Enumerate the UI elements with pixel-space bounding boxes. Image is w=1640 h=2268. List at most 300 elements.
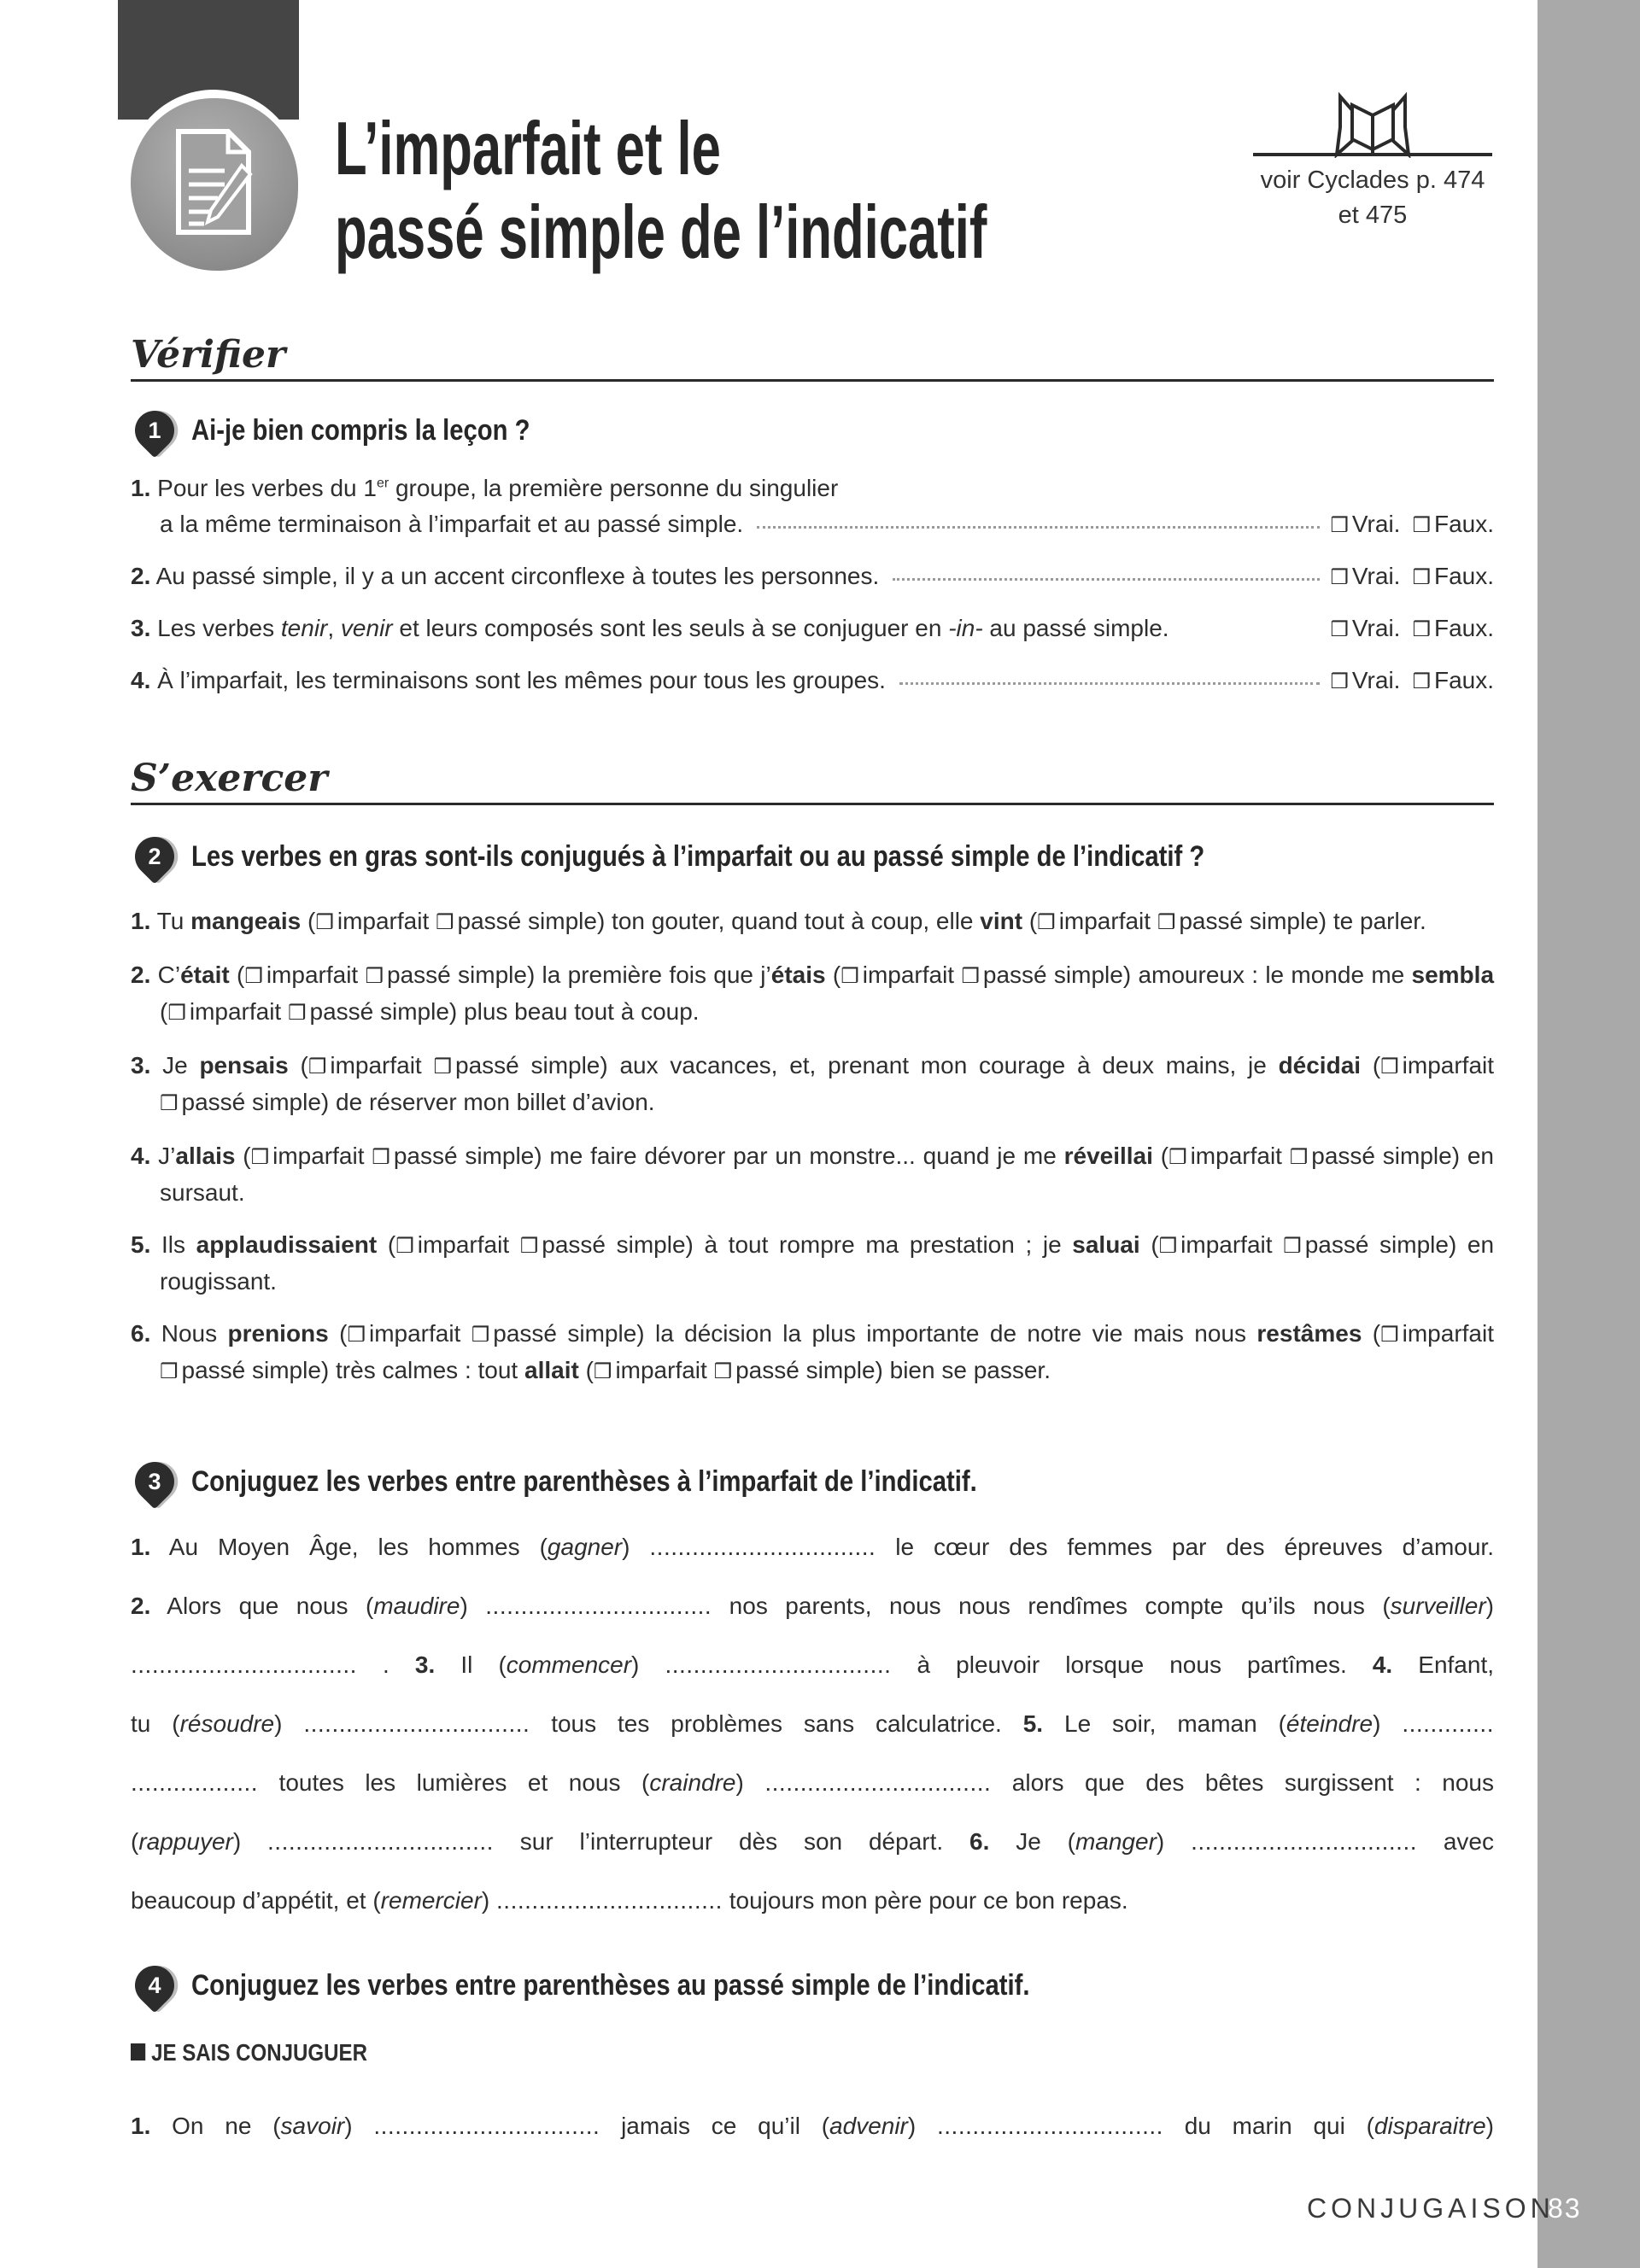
option-label: imparfait bbox=[417, 1231, 510, 1258]
text-run bbox=[230, 962, 237, 988]
exercise-title: Conjuguez les verbes entre parenthèses au passé simple de l’indicatif. bbox=[191, 1968, 1030, 2002]
item-number: 5. bbox=[1022, 1710, 1044, 1737]
choice-group bbox=[301, 1052, 608, 1078]
text-run: commencer bbox=[506, 1651, 632, 1678]
item-number: 1. bbox=[131, 908, 151, 934]
option-label: passé simple bbox=[982, 962, 1123, 988]
option-label: passé simple bbox=[735, 1357, 876, 1383]
text-run: de réserver mon billet d’avion. bbox=[329, 1089, 655, 1115]
text-run: ) bbox=[481, 1887, 497, 1914]
paren: ( bbox=[1028, 908, 1038, 934]
item-text: -in- bbox=[948, 615, 983, 641]
paren: ( bbox=[1372, 1052, 1381, 1078]
paren: ) bbox=[685, 1231, 694, 1258]
text-run: . bbox=[356, 1651, 415, 1678]
option-label: Vrai. bbox=[1351, 667, 1401, 693]
answer-blank[interactable]: ................................ bbox=[937, 2113, 1163, 2139]
item-text: au passé simple. bbox=[982, 615, 1169, 641]
text-run: craindre bbox=[649, 1769, 736, 1796]
item-number: 6. bbox=[969, 1828, 990, 1855]
exercise-3-heading bbox=[131, 1458, 1104, 1505]
text-run: ) bbox=[1156, 1828, 1192, 1855]
answer-blank[interactable]: ................................ bbox=[485, 1593, 712, 1619]
text-run: Je ( bbox=[989, 1828, 1075, 1855]
exercise-number-badge bbox=[126, 828, 182, 884]
text-run: maudire bbox=[373, 1593, 460, 1619]
checkbox-icon: ❒ bbox=[1412, 617, 1431, 641]
question-2 bbox=[131, 563, 1494, 615]
checkbox-icon: ❒ bbox=[372, 1145, 390, 1169]
text-run bbox=[1153, 1143, 1161, 1169]
text-line bbox=[131, 1884, 1494, 1943]
text-run: était bbox=[180, 962, 230, 988]
item-number: 3. bbox=[131, 615, 151, 641]
text-run bbox=[1140, 1231, 1151, 1258]
checkbox-icon: ❒ bbox=[1412, 669, 1431, 693]
choice-option-passe-simple[interactable] bbox=[364, 1143, 534, 1169]
option-label: passé simple bbox=[181, 1357, 321, 1383]
answer-blank[interactable]: ................................ bbox=[267, 1828, 494, 1855]
text-run bbox=[579, 1357, 586, 1383]
checkbox-icon: ❒ bbox=[713, 1359, 733, 1383]
option-label: passé simple bbox=[1304, 1231, 1449, 1258]
text-run: J’ bbox=[150, 1143, 176, 1169]
faux-checkbox[interactable] bbox=[1412, 615, 1494, 641]
item-text: venir bbox=[340, 615, 393, 641]
paren: ( bbox=[308, 908, 316, 934]
exercise-number: 1 bbox=[148, 417, 161, 443]
text-line bbox=[131, 1589, 1494, 1648]
reference-line-1: voir Cyclades p. 474 bbox=[1260, 167, 1485, 194]
checkbox-icon: ❒ bbox=[250, 1145, 270, 1169]
faux-checkbox[interactable] bbox=[1412, 511, 1494, 537]
text-run: plus beau tout à coup. bbox=[457, 998, 700, 1025]
choice-group bbox=[1029, 908, 1327, 934]
item-number: 2. bbox=[131, 1593, 151, 1619]
exercise-number: 4 bbox=[148, 1972, 161, 1998]
item-number: 3. bbox=[414, 1651, 436, 1678]
choice-option-imparfait[interactable] bbox=[1380, 1052, 1494, 1078]
text-run: restâmes bbox=[1256, 1320, 1362, 1347]
text-run: applaudissaient bbox=[196, 1231, 378, 1258]
text-run: surveiller bbox=[1390, 1593, 1486, 1619]
choice-option-imparfait[interactable] bbox=[315, 908, 429, 934]
text-run: prenions bbox=[227, 1320, 329, 1347]
checkbox-icon: ❒ bbox=[436, 910, 454, 934]
option-label: imparfait bbox=[1190, 1143, 1282, 1169]
option-label: Vrai. bbox=[1351, 615, 1401, 641]
option-label: Faux. bbox=[1433, 667, 1494, 693]
paren: ) bbox=[1318, 908, 1327, 934]
reference-note bbox=[1249, 90, 1496, 233]
text-run: Enfant, bbox=[1392, 1651, 1495, 1678]
checkbox-icon: ❒ bbox=[347, 1323, 366, 1347]
paren: ( bbox=[339, 1320, 348, 1347]
paren: ) bbox=[448, 998, 458, 1025]
checkbox-icon: ❒ bbox=[1283, 1234, 1302, 1258]
option-label: passé simple bbox=[457, 908, 597, 934]
text-run: avec bbox=[1417, 1828, 1494, 1855]
paren: ) bbox=[636, 1320, 645, 1347]
choice-option-imparfait[interactable] bbox=[251, 1143, 365, 1169]
section-heading-practice: S’exercer bbox=[131, 755, 1494, 805]
text-run: te parler. bbox=[1327, 908, 1426, 934]
reading-book-icon bbox=[1251, 90, 1494, 158]
choice-option-imparfait[interactable] bbox=[1380, 1320, 1494, 1347]
checkbox-icon: ❒ bbox=[1412, 565, 1431, 589]
option-label: imparfait bbox=[1402, 1052, 1495, 1078]
checkbox-icon: ❒ bbox=[1330, 617, 1349, 641]
text-run: Ils bbox=[150, 1231, 196, 1258]
item-text: À l’imparfait, les terminaisons sont les mêmes pour tous les groupes. bbox=[157, 667, 886, 693]
option-label: imparfait bbox=[1402, 1320, 1494, 1347]
text-run: toutes les lumières et nous ( bbox=[258, 1769, 650, 1796]
paren: ( bbox=[1160, 1143, 1169, 1169]
exercise-number-badge bbox=[126, 1957, 182, 2013]
exercise-1-items bbox=[131, 475, 1494, 719]
choice-group bbox=[1151, 1231, 1456, 1258]
text-line bbox=[131, 1825, 1494, 1884]
option-label: passé simple bbox=[542, 1231, 686, 1258]
text-run: allais bbox=[175, 1143, 236, 1169]
text-run: à pleuvoir lorsque nous partîmes. bbox=[891, 1651, 1373, 1678]
subheading-text: JE SAIS CONJUGUER bbox=[151, 2039, 367, 2066]
answer-blank[interactable]: .................. bbox=[131, 1769, 259, 1796]
text-run bbox=[1362, 1320, 1372, 1347]
question-3 bbox=[131, 615, 1494, 667]
item-number: 6. bbox=[131, 1320, 151, 1347]
choice-option-passe-simple[interactable] bbox=[160, 1357, 321, 1383]
item-number: 2. bbox=[131, 962, 151, 988]
text-run: ton gouter, quand tout à coup, elle bbox=[605, 908, 981, 934]
item-number: 4. bbox=[131, 1143, 151, 1169]
text-run: résoudre bbox=[179, 1710, 275, 1737]
option-label: passé simple bbox=[1311, 1143, 1452, 1169]
option-label: passé simple bbox=[493, 1320, 637, 1347]
text-run: tu ( bbox=[131, 1710, 180, 1737]
text-run: ( bbox=[131, 1828, 139, 1855]
exercise-title: Conjuguez les verbes entre parenthèses à l’imparfait de l’indicatif. bbox=[191, 1464, 977, 1498]
checkbox-icon: ❒ bbox=[1330, 669, 1349, 693]
choice-group bbox=[833, 962, 1131, 988]
item-text: , bbox=[327, 615, 341, 641]
page-number: 83 bbox=[1548, 2193, 1582, 2224]
text-run: très calmes : tout bbox=[329, 1357, 524, 1383]
text-run: du marin qui ( bbox=[1163, 2113, 1374, 2139]
option-label: imparfait bbox=[615, 1357, 707, 1383]
choice-option-passe-simple[interactable] bbox=[707, 1357, 876, 1383]
list-item bbox=[131, 903, 1494, 940]
exercise-title: Les verbes en gras sont-ils conjugués à l’imparfait ou au passé simple de l’indicatif ? bbox=[191, 839, 1205, 873]
text-run: amoureux : le monde me bbox=[1131, 962, 1412, 988]
text-run: gagner bbox=[547, 1534, 623, 1560]
choice-group bbox=[586, 1357, 883, 1383]
item-number: 1. bbox=[131, 475, 151, 501]
exercise-number-badge bbox=[126, 1453, 182, 1509]
text-run: ) bbox=[622, 1534, 650, 1560]
paren: ( bbox=[832, 962, 841, 988]
choice-option-imparfait[interactable] bbox=[594, 1357, 707, 1383]
list-item bbox=[131, 1048, 1494, 1121]
item-number: 1. bbox=[131, 1534, 151, 1560]
exercise-title: Ai-je bien compris la leçon ? bbox=[191, 413, 530, 447]
choice-group bbox=[243, 1143, 542, 1169]
vrai-checkbox[interactable] bbox=[1330, 667, 1400, 693]
choice-group bbox=[388, 1231, 694, 1258]
checkbox-icon: ❒ bbox=[433, 1055, 452, 1078]
vrai-checkbox[interactable] bbox=[1330, 563, 1400, 589]
paren: ( bbox=[585, 1357, 594, 1383]
exercise-number: 2 bbox=[148, 843, 161, 869]
checkbox-icon: ❒ bbox=[1157, 910, 1176, 934]
question-1-line-1 bbox=[131, 475, 1494, 511]
item-number: 3. bbox=[131, 1052, 151, 1078]
square-bullet-icon bbox=[131, 2043, 145, 2060]
option-label: imparfait bbox=[862, 962, 955, 988]
choice-option-imparfait[interactable] bbox=[347, 1320, 460, 1347]
text-run: réveillai bbox=[1063, 1143, 1153, 1169]
choice-option-passe-simple[interactable] bbox=[509, 1231, 685, 1258]
paren: ) bbox=[875, 1357, 883, 1383]
text-run: pensais bbox=[199, 1052, 289, 1078]
checkbox-icon: ❒ bbox=[519, 1234, 539, 1258]
choice-option-passe-simple[interactable] bbox=[429, 908, 597, 934]
checkbox-icon: ❒ bbox=[1289, 1145, 1309, 1169]
answer-blank[interactable]: ................................ bbox=[1191, 1828, 1417, 1855]
text-run: Au Moyen Âge, les hommes ( bbox=[150, 1534, 548, 1560]
choice-option-imparfait[interactable] bbox=[395, 1231, 509, 1258]
paren: ) bbox=[596, 908, 606, 934]
answer-blank[interactable]: ................................ bbox=[665, 1651, 892, 1678]
text-run: Il ( bbox=[435, 1651, 507, 1678]
text-run: éteindre bbox=[1286, 1710, 1374, 1737]
text-run: toujours mon père pour ce bon repas. bbox=[722, 1887, 1128, 1914]
paren: ) bbox=[1122, 962, 1132, 988]
paren: ) bbox=[320, 1357, 330, 1383]
text-line bbox=[131, 1648, 1494, 1707]
text-run: ) bbox=[1373, 1710, 1403, 1737]
text-run bbox=[329, 1320, 339, 1347]
checkbox-icon: ❒ bbox=[365, 964, 384, 988]
vrai-checkbox[interactable] bbox=[1330, 511, 1400, 537]
choice-option-passe-simple[interactable] bbox=[460, 1320, 636, 1347]
item-number: 2. bbox=[131, 563, 151, 589]
text-run: nos parents, nous nous rendîmes compte qu’ils nous ( bbox=[712, 1593, 1391, 1619]
text-run: jamais ce qu’il ( bbox=[600, 2113, 830, 2139]
choice-option-passe-simple[interactable] bbox=[358, 962, 527, 988]
choice-option-imparfait[interactable] bbox=[1159, 1231, 1273, 1258]
text-run bbox=[1361, 1052, 1373, 1078]
text-run: la première fois que j’ bbox=[535, 962, 771, 988]
text-run: ) bbox=[735, 1769, 765, 1796]
true-false-options bbox=[1330, 563, 1494, 590]
option-label: imparfait bbox=[266, 962, 359, 988]
answer-blank[interactable]: ................................ bbox=[764, 1769, 992, 1796]
choice-option-imparfait[interactable] bbox=[244, 962, 358, 988]
choice-option-passe-simple[interactable] bbox=[422, 1052, 600, 1078]
choice-option-imparfait[interactable] bbox=[308, 1052, 422, 1078]
exercise-number-badge bbox=[126, 402, 182, 458]
text-run: ) bbox=[907, 2113, 937, 2139]
text-line bbox=[131, 2109, 1494, 2168]
paren: ) bbox=[1448, 1231, 1457, 1258]
option-label: imparfait bbox=[272, 1143, 365, 1169]
checkbox-icon: ❒ bbox=[395, 1234, 414, 1258]
choice-option-passe-simple[interactable] bbox=[954, 962, 1123, 988]
faux-checkbox[interactable] bbox=[1412, 563, 1494, 589]
checkbox-icon: ❒ bbox=[1168, 1145, 1187, 1169]
choice-group bbox=[237, 962, 535, 988]
paren: ( bbox=[160, 998, 168, 1025]
item-number: 4. bbox=[1372, 1651, 1393, 1678]
choice-option-passe-simple[interactable] bbox=[1282, 1143, 1452, 1169]
exercise-3-text bbox=[131, 1530, 1494, 1943]
paren: ) bbox=[534, 1143, 542, 1169]
answer-blank[interactable]: ................................ bbox=[303, 1710, 530, 1737]
true-false-options bbox=[1330, 667, 1494, 694]
answer-blank[interactable]: ............. bbox=[1402, 1710, 1494, 1737]
option-label: imparfait bbox=[337, 908, 430, 934]
text-run bbox=[1022, 908, 1029, 934]
item-number: 4. bbox=[131, 667, 151, 693]
choice-option-imparfait[interactable] bbox=[840, 962, 954, 988]
list-item bbox=[131, 957, 1494, 1031]
text-run: me faire dévorer par un monstre... quand je me bbox=[542, 1143, 1064, 1169]
text-run: ) bbox=[1485, 2113, 1494, 2139]
text-run bbox=[235, 1143, 243, 1169]
text-run: bien se passer. bbox=[882, 1357, 1051, 1383]
subheading bbox=[131, 2039, 367, 2066]
list-item bbox=[131, 1227, 1494, 1299]
dotted-leader bbox=[893, 578, 1320, 581]
text-line bbox=[131, 1707, 1494, 1766]
choice-option-passe-simple[interactable] bbox=[1273, 1231, 1449, 1258]
answer-blank[interactable]: ................................ bbox=[373, 2113, 600, 2139]
text-run: vint bbox=[980, 908, 1023, 934]
choice-option-passe-simple[interactable] bbox=[1151, 908, 1319, 934]
option-label: passé simple bbox=[181, 1089, 321, 1115]
checkbox-icon: ❒ bbox=[315, 910, 334, 934]
answer-blank[interactable]: ................................ bbox=[496, 1887, 723, 1914]
text-run: en sursaut. bbox=[160, 1143, 1494, 1206]
section-heading-verify: Vérifier bbox=[131, 331, 1494, 382]
option-label: passé simple bbox=[1179, 908, 1319, 934]
choice-option-imparfait[interactable] bbox=[167, 998, 281, 1025]
true-false-options bbox=[1330, 615, 1494, 642]
checkbox-icon: ❒ bbox=[308, 1055, 327, 1078]
text-run bbox=[826, 962, 833, 988]
checkbox-icon: ❒ bbox=[961, 964, 980, 988]
text-run: aux vacances, et, prenant mon courage à deux mains, je bbox=[607, 1052, 1279, 1078]
paren: ( bbox=[1372, 1320, 1381, 1347]
text-run bbox=[301, 908, 308, 934]
text-run: ) bbox=[460, 1593, 486, 1619]
exercise-number: 3 bbox=[148, 1468, 161, 1494]
option-label: passé simple bbox=[309, 998, 449, 1025]
paren: ) bbox=[600, 1052, 608, 1078]
choice-option-passe-simple[interactable] bbox=[160, 1089, 321, 1115]
text-run: On ne ( bbox=[150, 2113, 281, 2139]
paren: ( bbox=[387, 1231, 396, 1258]
paren: ( bbox=[1151, 1231, 1159, 1258]
checkbox-icon: ❒ bbox=[1158, 1234, 1178, 1258]
option-label: Faux. bbox=[1433, 615, 1494, 641]
text-run: Alors que nous ( bbox=[150, 1593, 374, 1619]
text-run: manger bbox=[1075, 1828, 1157, 1855]
reference-line-2: et 475 bbox=[1338, 202, 1408, 229]
text-run: ) bbox=[344, 2113, 374, 2139]
faux-checkbox[interactable] bbox=[1412, 667, 1494, 693]
text-run: ) bbox=[631, 1651, 665, 1678]
text-run: le cœur des femmes par des épreuves d’amour. bbox=[876, 1534, 1494, 1560]
answer-blank[interactable]: ................................ bbox=[131, 1651, 357, 1678]
text-run: Je bbox=[150, 1052, 200, 1078]
item-number: 1. bbox=[131, 2113, 151, 2139]
list-item bbox=[131, 1138, 1494, 1210]
text-run: sur l’interrupteur dès son départ. bbox=[493, 1828, 969, 1855]
choice-group bbox=[308, 908, 605, 934]
text-run: à tout rompre ma prestation ; je bbox=[693, 1231, 1073, 1258]
checkbox-icon: ❒ bbox=[840, 964, 859, 988]
option-label: passé simple bbox=[393, 1143, 535, 1169]
item-text: groupe, la première personne du singulier bbox=[389, 475, 839, 501]
choice-group bbox=[160, 998, 457, 1025]
text-run: advenir bbox=[829, 2113, 908, 2139]
option-label: Faux. bbox=[1433, 563, 1494, 589]
text-run: rappuyer bbox=[138, 1828, 233, 1855]
checkbox-icon: ❒ bbox=[1380, 1323, 1399, 1347]
text-run: la décision la plus importante de notre vie mais nous bbox=[644, 1320, 1257, 1347]
checkbox-icon: ❒ bbox=[244, 964, 263, 988]
option-label: passé simple bbox=[455, 1052, 600, 1078]
question-4 bbox=[131, 667, 1494, 719]
option-label: imparfait bbox=[368, 1320, 461, 1347]
answer-blank[interactable]: ................................ bbox=[649, 1534, 876, 1560]
option-label: imparfait bbox=[1180, 1231, 1273, 1258]
checkbox-icon: ❒ bbox=[593, 1359, 612, 1383]
superscript: er bbox=[376, 476, 390, 491]
page-title bbox=[335, 107, 987, 274]
option-label: imparfait bbox=[330, 1052, 422, 1078]
question-1 bbox=[131, 511, 1494, 563]
text-run bbox=[377, 1231, 388, 1258]
checkbox-icon: ❒ bbox=[1380, 1055, 1399, 1078]
checkbox-icon: ❒ bbox=[167, 1001, 186, 1025]
footer-section: CONJUGAISON bbox=[1307, 2193, 1555, 2224]
exercise-2-heading bbox=[131, 833, 1369, 880]
vrai-checkbox[interactable] bbox=[1330, 615, 1400, 641]
checkbox-icon: ❒ bbox=[160, 1091, 179, 1115]
text-run: allait bbox=[524, 1357, 579, 1383]
item-text: Pour les verbes du 1 bbox=[157, 475, 377, 501]
text-run: Le soir, maman ( bbox=[1043, 1710, 1286, 1737]
choice-option-passe-simple[interactable] bbox=[281, 998, 449, 1025]
dotted-leader bbox=[757, 526, 1320, 529]
text-run: Nous bbox=[150, 1320, 228, 1347]
checkbox-icon: ❒ bbox=[1412, 513, 1431, 537]
item-number: 5. bbox=[131, 1231, 151, 1258]
text-run: savoir bbox=[280, 2113, 345, 2139]
text-run: saluai bbox=[1072, 1231, 1140, 1258]
text-run: beaucoup d’appétit, et ( bbox=[131, 1887, 381, 1914]
page-margin-band bbox=[1538, 0, 1640, 2268]
paren: ) bbox=[526, 962, 536, 988]
document-pencil-icon bbox=[175, 128, 254, 236]
option-label: Vrai. bbox=[1351, 563, 1401, 589]
choice-option-imparfait[interactable] bbox=[1037, 908, 1151, 934]
option-label: Faux. bbox=[1433, 511, 1494, 537]
choice-option-imparfait[interactable] bbox=[1168, 1143, 1282, 1169]
